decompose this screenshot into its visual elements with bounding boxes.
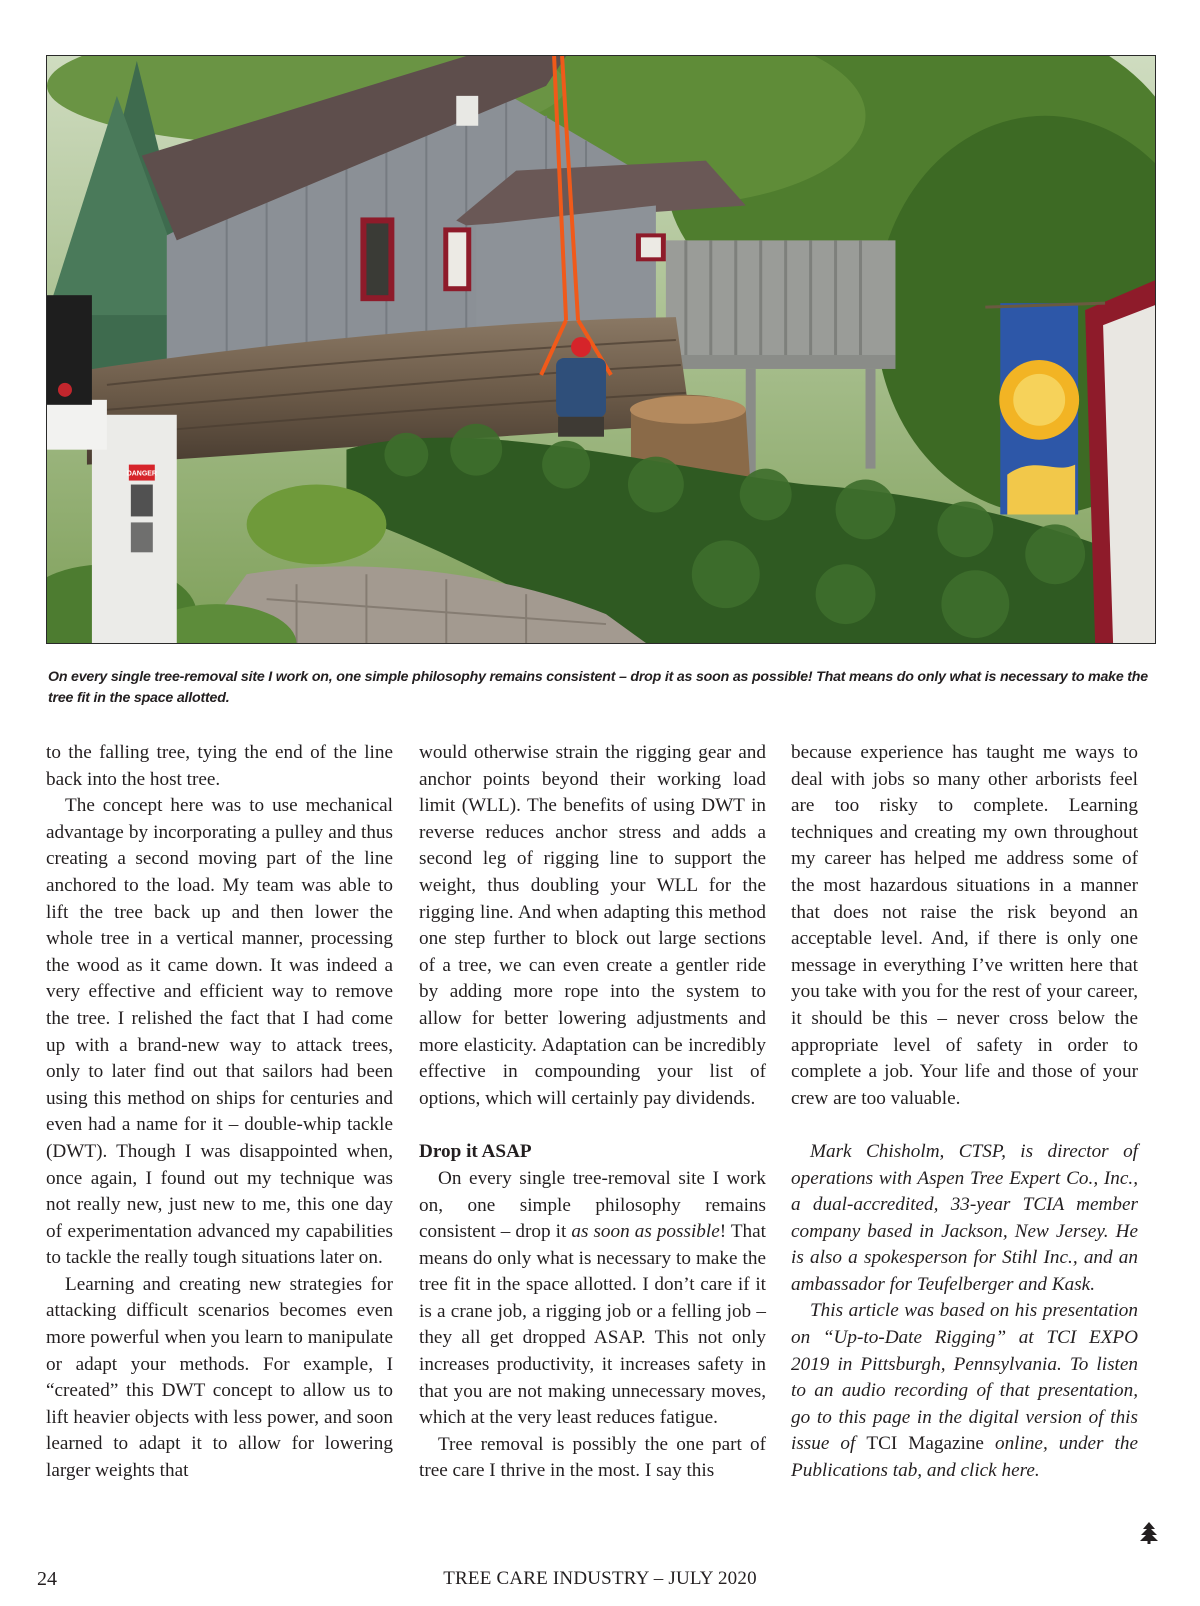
- emphasis: as soon as possible: [571, 1221, 720, 1243]
- photo-caption: On every single tree-removal site I work on, one simple philosophy remains consistent – drop it as soon as possible! That means do only what is necessary to make the tree fit in the space allotted.: [48, 669, 1148, 706]
- paragraph: Learning and creating new strategies for attacking difficult scenarios becomes even more powerful when you learn to manipulate or adapt your methods. For example, I “created” this DWT concept to allow us to lift heavier objects with less power, and soon learned to adapt it to allow for lowering larger weights that: [46, 1273, 393, 1482]
- article-column-1: [46, 740, 393, 1485]
- article-column-2: [419, 740, 766, 1485]
- paragraph: Tree removal is possibly the one part of tree care I thrive in the most. I say this: [419, 1433, 766, 1482]
- running-footer: TREE CARE INDUSTRY – JULY 2020: [443, 1568, 757, 1589]
- arborist: [556, 358, 606, 418]
- paragraph: to the falling tree, tying the end of the line back into the host tree.: [46, 742, 393, 790]
- author-note: This article was based on his presentation on “Up-to-Date Rigging” at TCI EXPO 2019 in Pittsburgh, Pennsylvania. To listen to an audio recording of that presentation, go to this page in the digital version of this issue of TCI Magazine online, under the Publications tab, and click here.: [791, 1300, 1138, 1482]
- section-heading: Drop it ASAP: [419, 1141, 532, 1163]
- tree-removal-photo: [47, 56, 1155, 643]
- author-bio: Mark Chisholm, CTSP, is director of operations with Aspen Tree Expert Co., Inc., a dual-accredited, 33-year TCIA member company based in Jackson, New Jersey. He is also a spokesperson for Stihl Inc., and an ambassador for Teufelberger and Kask.: [791, 1140, 1138, 1295]
- paragraph: The concept here was to use mechanical advantage by incorporating a pulley and thus creating a second moving part of the line anchored to the load. My team was able to lift the tree back up and then lower the whole tree in a vertical manner, processing the wood as it came down. It was indeed a very effective and efficient way to remove the tree. I relished the fact that I had come up with a brand-new way to attack trees, only to later find out that sailors had been using this method on ships for centuries and even had a name for it – double-whip tackle (DWT). Though I was disappointed when, once again, I found out my technique was not really new, just new to me, this one day of experimentation advanced my capabilities to tackle the really tough situations later on.: [46, 795, 393, 1269]
- paragraph: On every single tree-removal site I work on, one simple philosophy remains consistent – drop it as soon as possible! That means do only what is necessary to make the tree fit in the space allotted. I don’t care if it is a crane job, a rigging job or a felling job – they all get dropped ASAP. This not only increases productivity, it increases safety in that you are not making unnecessary moves, which at the very least reduces fatigue.: [419, 1167, 766, 1429]
- paragraph: would otherwise strain the rigging gear and anchor points beyond their working load limit (WLL). The benefits of using DWT in reverse reduces anchor stress and adds a second leg of rigging line to support the weight, thus doubling your WLL for the rigging line. And when adapting this method one step further to block out large sections of a tree, we can even create a gentler ride by adding more rope into the system to allow for better lowering adjustments and more elasticity. Adaptation can be incredibly effective in compounding your list of options, which will certainly pay dividends.: [419, 742, 766, 1109]
- article-photo: [46, 55, 1156, 644]
- page-number: 24: [37, 1568, 57, 1590]
- article-column-3: [791, 740, 1138, 1485]
- tree-end-mark-icon: [1137, 1521, 1161, 1545]
- danger-label: DANGER: [126, 470, 157, 478]
- paragraph: because experience has taught me ways to deal with jobs so many other arborists feel are too risky to complete. Learning techniques and creating my own throughout my career has helped me address some of the most hazardous situations in a manner that does not raise the risk beyond an acceptable level. And, if there is only one message in everything I’ve written here that you take with you for the rest of your career, it should be this – never cross below the appropriate level of safety in order to complete a job. Your life and those of your crew are too valuable.: [791, 742, 1138, 1109]
